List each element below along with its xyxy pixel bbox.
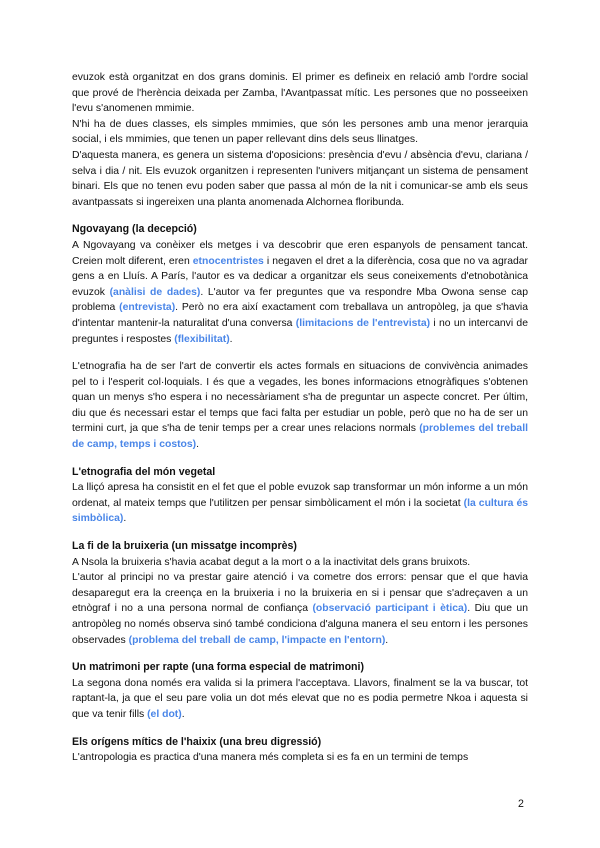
section-heading-matrimoni: Un matrimoni per rapte (una forma especial de matrimoni): [72, 661, 364, 674]
text-run: La segona dona només era valida si la primera l'acceptava. Llavors, finalment se la va buscar, tot raptant-la, ja que el seu pare volia un dot més elevat que no es podia permetre Nkoa i aquesta si que va tenir fills: [72, 677, 528, 720]
text-run: .: [123, 513, 127, 525]
paragraph-mmimie-classes: N'hi ha de dues classes, els simples mmimies, que són les persones amb una menor jerarquia social, i els mmimies, que tenen un paper rellevant dins dels seus llinatges.: [72, 118, 528, 146]
paragraph-ngovayang-1: [72, 238, 528, 347]
text-run: L'etnografia ha de ser l'art de convertir els actes formals en situacions de convivència animades pel to i l'esperit col·loquials. I és que a vegades, les bones informacions etnogràfiques s'obtenen quan un menys s'ho espera i no necessàriament s'ha de preguntar un aspecte concret. Per últim, diu que és necessari estar el temps que faci falta per estudiar un poble, però que no ha de ser un termini curt, ja que s'ha de tenir temps per a crear unes relacions normals: [72, 361, 528, 435]
highlight-concept: etnocentristes: [192, 255, 264, 267]
text-run: L'autor al principi no va prestar gaire atenció i va cometre dos errors: pensar que el que havia desaparegut era la creença en la bruixeria i no la bruixeria en si i pensar que s'adreçaven a un etnògraf i no a una persona normal de confiança: [72, 572, 528, 615]
highlight-concept: (el dot): [147, 708, 182, 720]
text-run: .: [385, 634, 389, 646]
paragraph-ngovayang-2: [72, 359, 528, 453]
paragraph-haixix: L'antropologia es practica d'una manera més completa si es fa en un termini de temps: [72, 752, 469, 764]
highlight-concept: (problemes del treball de camp, temps i costos): [72, 423, 528, 451]
text-run: A Ngovayang va conèixer els metges i va descobrir que eren espanyols de pensament tancat. Creien molt diferent, eren: [72, 239, 528, 267]
highlight-concept: (flexibilitat): [174, 333, 230, 345]
paragraph-vegetal: [72, 480, 528, 527]
text-run: i no un intercanvi de preguntes i respostes: [72, 317, 528, 345]
paragraph-bruixeria-2: [72, 570, 528, 648]
highlight-concept: (limitacions de l'entrevista): [295, 317, 431, 329]
page-content: [72, 70, 528, 766]
highlight-concept: (observació participant i ètica): [312, 603, 468, 615]
highlight-concept: (la cultura és simbòlica): [72, 497, 528, 525]
section-heading-haixix: Els orígens mítics de l'haixix (una breu digressió): [72, 735, 322, 748]
text-run: .: [196, 439, 200, 451]
text-run: La lliçó apresa ha consistit en el fet que el poble evuzok sap transformar un món informe a un món ordenat, al mateix temps que l'utilitzen per pensar simbòlicament el món i la societat: [72, 482, 528, 509]
paragraph-matrimoni: [72, 676, 528, 723]
highlight-concept: (problema del treball de camp, l'impacte en l'entorn): [128, 634, 386, 646]
paragraph-oppositions: D'aquesta manera, es genera un sistema d'oposicions: presència d'evu / absència d'evu, clariana / selva i dia / nit. Els evuzok organitzen i representen l'univers mitjançant un sistema de pensament binari. Els que no tenen evu poden saber que passa al món de la nit i comunicar-se amb els seus avantpassats si ingereixen una planta anomenada Alchornea floribunda.: [72, 149, 528, 208]
section-heading-bruixeria: La fi de la bruixeria (un missatge incomprès): [72, 540, 297, 553]
page-number: 2: [518, 798, 524, 810]
highlight-concept: (anàlisi de dades): [109, 286, 201, 298]
paragraph-evuzok-domains: evuzok està organitzat en dos grans dominis. El primer es defineix en relació amb l'ordre social que prové de l'herència deixada per Zamba, l'Avantpassat mític. Les persones que no posseeixen l'evu s'anomenen mmimie.: [72, 72, 528, 115]
section-heading-ngovayang: Ngovayang (la decepció): [72, 223, 197, 236]
text-run: .: [229, 333, 233, 345]
highlight-concept: (entrevista): [119, 302, 176, 314]
text-run: . Diu que un antropòleg no només observa sinó també condiciona d'alguna manera el seu entorn i les persones observades: [72, 603, 528, 646]
section-heading-vegetal: L'etnografia del món vegetal: [72, 465, 216, 478]
text-run: .: [181, 708, 185, 720]
text-run: i negaven el dret a la diferència, cosa que no va agradar gens a en Lluís. A París, l'autor es va dedicar a organitzar els seus coneixements d'etnobotànica evuzok: [72, 255, 528, 298]
text-run: . L'autor va fer preguntes que va respondre Mba Owona sense cap problema: [72, 286, 528, 314]
paragraph-bruixeria-1: A Nsola la bruixeria s'havia acabat degut a la mort o a la inactivitat dels grans bruixots.: [72, 556, 471, 568]
text-run: . Però no era així exactament com treballava un antropòleg, ja que s'havia d'intentar mantenir-la naturalitat d'una conversa: [72, 302, 528, 329]
